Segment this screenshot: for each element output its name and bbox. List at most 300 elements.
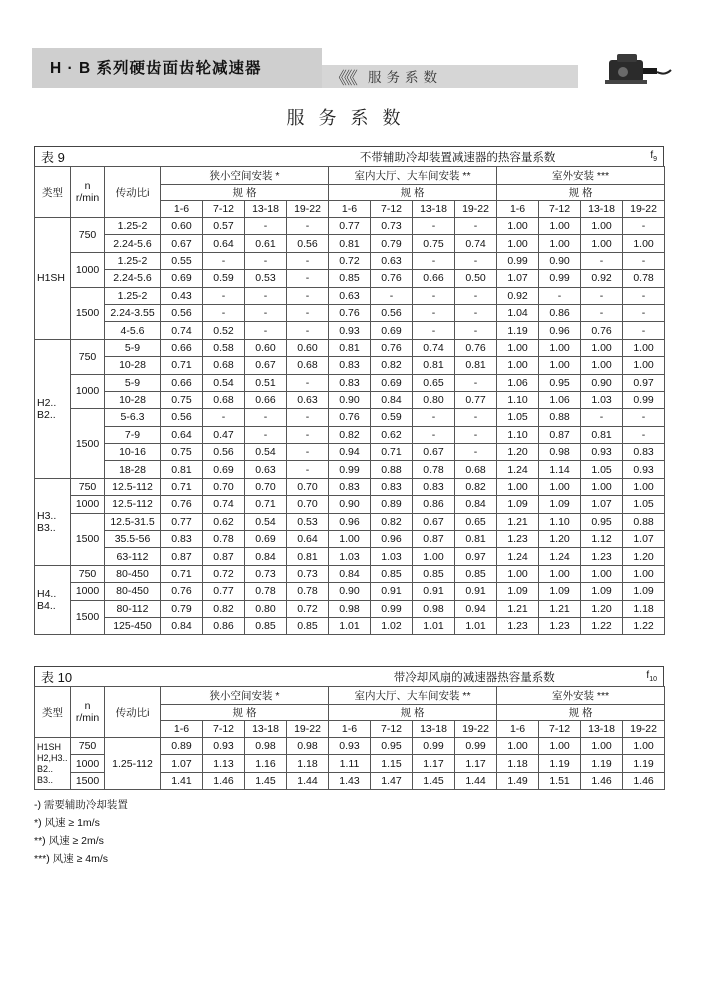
table-row [35, 270, 665, 287]
value-cell: - [539, 287, 581, 304]
value-cell: 1.19 [623, 755, 665, 772]
value-cell: 0.56 [287, 235, 329, 252]
value-cell: 1.16 [245, 755, 287, 772]
value-cell: 0.73 [287, 565, 329, 582]
table-row [35, 461, 665, 478]
value-cell: 1.43 [329, 772, 371, 789]
table-row [35, 600, 665, 617]
value-cell: 0.63 [371, 252, 413, 269]
value-cell: 1.05 [581, 461, 623, 478]
ratio-cell: 7-9 [105, 426, 161, 443]
value-cell: 1.00 [623, 235, 665, 252]
value-cell: 0.74 [203, 496, 245, 513]
value-cell: - [287, 426, 329, 443]
table-10-name: 表 10 [41, 670, 73, 685]
value-cell: 0.76 [371, 270, 413, 287]
value-cell: 0.61 [245, 235, 287, 252]
table-9-title: 不带辅助冷却装置减速器的热容量系数 [359, 151, 556, 164]
table-row [35, 391, 665, 408]
header-group: 室内大厅、大车间安装 ** [329, 687, 497, 705]
value-cell: - [623, 409, 665, 426]
value-cell: 0.65 [413, 374, 455, 391]
header-ratio: 传动比i [105, 167, 161, 218]
header-size: 19-22 [455, 721, 497, 738]
header-size: 13-18 [581, 721, 623, 738]
value-cell: 0.71 [371, 444, 413, 461]
value-cell: 0.76 [329, 304, 371, 321]
header-n: n [84, 180, 91, 192]
value-cell: 0.92 [581, 270, 623, 287]
value-cell: 1.00 [539, 235, 581, 252]
value-cell: 0.69 [161, 270, 203, 287]
value-cell: 1.49 [497, 772, 539, 789]
value-cell: 0.72 [203, 565, 245, 582]
value-cell: 0.86 [539, 304, 581, 321]
value-cell: - [623, 322, 665, 339]
value-cell: 1.06 [539, 391, 581, 408]
value-cell: 0.51 [245, 374, 287, 391]
value-cell: 0.99 [371, 600, 413, 617]
value-cell: 0.76 [371, 339, 413, 356]
header-size: 13-18 [581, 201, 623, 218]
value-cell: 0.78 [203, 531, 245, 548]
value-cell: - [455, 426, 497, 443]
value-cell: 0.63 [287, 391, 329, 408]
value-cell: - [245, 409, 287, 426]
value-cell: 1.00 [329, 531, 371, 548]
value-cell: - [413, 409, 455, 426]
value-cell: 0.62 [203, 513, 245, 530]
value-cell: 1.24 [497, 548, 539, 565]
table-row [35, 339, 665, 356]
value-cell: 1.12 [581, 531, 623, 548]
header-n-unit: r/min [75, 192, 100, 204]
value-cell: 1.05 [497, 409, 539, 426]
ratio-cell: 1.25-2 [105, 218, 161, 235]
value-cell: 1.46 [623, 772, 665, 789]
value-cell: 0.83 [329, 374, 371, 391]
value-cell: 1.19 [581, 755, 623, 772]
value-cell: 0.59 [371, 409, 413, 426]
value-cell: 0.96 [329, 513, 371, 530]
value-cell: - [413, 322, 455, 339]
value-cell: 0.90 [329, 391, 371, 408]
value-cell: - [413, 218, 455, 235]
value-cell: 0.81 [413, 357, 455, 374]
value-cell: 0.87 [539, 426, 581, 443]
value-cell: - [203, 252, 245, 269]
ratio-cell: 125-450 [105, 617, 161, 634]
header-spec: 规 格 [161, 705, 329, 721]
value-cell: 0.69 [245, 531, 287, 548]
type-cell: H1SH [35, 218, 71, 340]
footnote: -) 需要辅助冷却装置 [34, 799, 128, 811]
value-cell: 1.13 [203, 755, 245, 772]
value-cell: - [413, 304, 455, 321]
table-10-caption [34, 666, 664, 686]
value-cell: 0.56 [161, 304, 203, 321]
table-9-name: 表 9 [41, 150, 65, 165]
value-cell: 1.09 [539, 583, 581, 600]
header-group: 室外安装 *** [497, 687, 665, 705]
value-cell: 1.00 [581, 565, 623, 582]
value-cell: 0.70 [287, 478, 329, 495]
value-cell: 1.07 [497, 270, 539, 287]
speed-cell: 1000 [71, 496, 105, 513]
value-cell: 1.00 [623, 357, 665, 374]
ratio-cell: 1.25-2 [105, 252, 161, 269]
value-cell: 0.64 [287, 531, 329, 548]
value-cell: - [287, 461, 329, 478]
value-cell: - [287, 374, 329, 391]
value-cell: 0.66 [161, 339, 203, 356]
value-cell: 0.99 [623, 391, 665, 408]
value-cell: 0.56 [203, 444, 245, 461]
value-cell: 1.00 [539, 565, 581, 582]
footnotes [34, 796, 128, 868]
ratio-cell: 12.5-31.5 [105, 513, 161, 530]
value-cell: 1.04 [497, 304, 539, 321]
value-cell: - [581, 409, 623, 426]
value-cell: 0.56 [371, 304, 413, 321]
header-size: 1-6 [329, 201, 371, 218]
value-cell: - [623, 304, 665, 321]
ratio-cell: 10-28 [105, 357, 161, 374]
chevron-icon: 《《《 [330, 69, 355, 88]
value-cell: 1.00 [581, 357, 623, 374]
speed-cell: 750 [71, 218, 105, 253]
value-cell: 1.23 [497, 617, 539, 634]
header-group: 室外安装 *** [497, 167, 665, 185]
table-row [35, 478, 665, 495]
value-cell: 0.90 [329, 496, 371, 513]
value-cell: 1.23 [497, 531, 539, 548]
value-cell: 0.93 [581, 444, 623, 461]
value-cell: 0.89 [161, 738, 203, 755]
value-cell: 0.54 [245, 513, 287, 530]
value-cell: 1.51 [539, 772, 581, 789]
header-size: 19-22 [623, 201, 665, 218]
value-cell: 0.84 [371, 391, 413, 408]
value-cell: 0.92 [497, 287, 539, 304]
value-cell: 1.18 [623, 600, 665, 617]
value-cell: 0.64 [203, 235, 245, 252]
header-type: 类型 [35, 167, 71, 218]
value-cell: 0.68 [203, 391, 245, 408]
value-cell: 0.98 [329, 600, 371, 617]
ratio-cell: 80-450 [105, 583, 161, 600]
value-cell: 1.00 [497, 565, 539, 582]
value-cell: 0.93 [623, 461, 665, 478]
value-cell: 0.99 [539, 270, 581, 287]
header-band-right [322, 65, 578, 88]
header-group: 狭小空间安装 * [161, 167, 329, 185]
value-cell: 0.67 [413, 444, 455, 461]
header-n: n [84, 700, 91, 712]
value-cell: 0.78 [287, 583, 329, 600]
value-cell: 1.15 [371, 755, 413, 772]
value-cell: - [455, 287, 497, 304]
ratio-cell: 5-6.3 [105, 409, 161, 426]
type-cell: H4.. B4.. [35, 565, 71, 635]
section-label: 服务系数 [368, 70, 442, 85]
header-size: 1-6 [161, 201, 203, 218]
value-cell: 1.20 [623, 548, 665, 565]
value-cell: - [455, 444, 497, 461]
value-cell: 0.63 [245, 461, 287, 478]
value-cell: 1.21 [539, 600, 581, 617]
value-cell: 0.98 [245, 738, 287, 755]
value-cell: 0.69 [371, 322, 413, 339]
value-cell: 0.77 [329, 218, 371, 235]
value-cell: - [623, 426, 665, 443]
header-size: 19-22 [623, 721, 665, 738]
value-cell: - [455, 374, 497, 391]
value-cell: - [623, 287, 665, 304]
table-row [35, 218, 665, 235]
value-cell: 0.53 [287, 513, 329, 530]
value-cell: 0.68 [287, 357, 329, 374]
value-cell: 0.79 [371, 235, 413, 252]
value-cell: 0.93 [329, 322, 371, 339]
value-cell: 1.00 [497, 738, 539, 755]
value-cell: 0.73 [245, 565, 287, 582]
value-cell: 0.97 [455, 548, 497, 565]
value-cell: 1.44 [287, 772, 329, 789]
table-row [35, 496, 665, 513]
header-size: 13-18 [413, 721, 455, 738]
value-cell: 1.00 [539, 738, 581, 755]
value-cell: 0.85 [287, 617, 329, 634]
value-cell: 1.41 [161, 772, 203, 789]
value-cell: 0.81 [329, 235, 371, 252]
value-cell: 0.84 [245, 548, 287, 565]
value-cell: 0.67 [245, 357, 287, 374]
value-cell: - [287, 322, 329, 339]
value-cell: 1.09 [497, 583, 539, 600]
speed-cell: 750 [71, 565, 105, 582]
header-n-unit: r/min [75, 712, 100, 724]
value-cell: - [245, 218, 287, 235]
value-cell: - [245, 287, 287, 304]
header-spec: 规 格 [329, 185, 497, 201]
value-cell: 1.10 [497, 426, 539, 443]
value-cell: 0.71 [161, 357, 203, 374]
speed-cell: 1500 [71, 600, 105, 635]
value-cell: 1.00 [623, 565, 665, 582]
value-cell: 0.60 [161, 218, 203, 235]
header-spec: 规 格 [161, 185, 329, 201]
value-cell: 0.86 [413, 496, 455, 513]
header-size: 13-18 [413, 201, 455, 218]
value-cell: 1.46 [581, 772, 623, 789]
table-row [35, 738, 665, 755]
value-cell: 1.20 [497, 444, 539, 461]
value-cell: 0.99 [455, 738, 497, 755]
value-cell: 0.88 [539, 409, 581, 426]
ratio-cell: 1.25-2 [105, 287, 161, 304]
table-10 [34, 666, 664, 790]
value-cell: 0.96 [539, 322, 581, 339]
value-cell: 0.90 [581, 374, 623, 391]
value-cell: - [581, 287, 623, 304]
value-cell: 1.10 [497, 391, 539, 408]
value-cell: 1.01 [455, 617, 497, 634]
value-cell: 1.00 [539, 478, 581, 495]
value-cell: 1.22 [581, 617, 623, 634]
value-cell: 0.62 [371, 426, 413, 443]
speed-cell: 1000 [71, 374, 105, 409]
value-cell: 0.78 [245, 583, 287, 600]
value-cell: - [245, 426, 287, 443]
value-cell: 0.68 [203, 357, 245, 374]
value-cell: 1.02 [371, 617, 413, 634]
value-cell: 0.76 [161, 496, 203, 513]
value-cell: 0.94 [455, 600, 497, 617]
value-cell: 0.43 [161, 287, 203, 304]
value-cell: 0.95 [539, 374, 581, 391]
value-cell: 0.53 [245, 270, 287, 287]
header-ratio: 传动比i [105, 687, 161, 738]
table-row [35, 583, 665, 600]
footnote: **) 风速 ≥ 2m/s [34, 835, 104, 847]
value-cell: 0.57 [203, 218, 245, 235]
ratio-cell: 2.24-5.6 [105, 235, 161, 252]
value-cell: 1.44 [455, 772, 497, 789]
value-cell: 1.05 [623, 496, 665, 513]
header-size: 7-12 [371, 721, 413, 738]
value-cell: 0.79 [161, 600, 203, 617]
value-cell: 0.95 [371, 738, 413, 755]
value-cell: - [287, 287, 329, 304]
value-cell: 0.69 [203, 461, 245, 478]
header-size: 7-12 [539, 721, 581, 738]
value-cell: 0.80 [245, 600, 287, 617]
ratio-cell: 5-9 [105, 339, 161, 356]
value-cell: 0.84 [329, 565, 371, 582]
value-cell: 1.45 [245, 772, 287, 789]
value-cell: 0.93 [203, 738, 245, 755]
value-cell: 0.71 [161, 565, 203, 582]
value-cell: 1.17 [413, 755, 455, 772]
value-cell: - [287, 218, 329, 235]
value-cell: 0.81 [455, 357, 497, 374]
value-cell: - [245, 252, 287, 269]
value-cell: 0.59 [203, 270, 245, 287]
value-cell: 1.01 [329, 617, 371, 634]
table-9-factor: $f_9$ [650, 150, 657, 163]
value-cell: 1.45 [413, 772, 455, 789]
table-10-title: 带冷却风扇的减速器热容量系数 [393, 671, 555, 684]
value-cell: 0.72 [287, 600, 329, 617]
value-cell: 1.00 [497, 339, 539, 356]
value-cell: 0.85 [455, 565, 497, 582]
table-9 [34, 146, 664, 635]
table-row [35, 304, 665, 321]
value-cell: 0.81 [581, 426, 623, 443]
value-cell: 0.68 [455, 461, 497, 478]
value-cell: 0.77 [455, 391, 497, 408]
value-cell: 0.95 [581, 513, 623, 530]
value-cell: 0.69 [371, 374, 413, 391]
speed-cell: 750 [71, 339, 105, 374]
value-cell: - [287, 252, 329, 269]
value-cell: 0.52 [203, 322, 245, 339]
value-cell: 0.98 [539, 444, 581, 461]
value-cell: 0.70 [245, 478, 287, 495]
value-cell: - [623, 218, 665, 235]
gear-reducer-image [603, 50, 673, 88]
value-cell: - [245, 322, 287, 339]
ratio-cell: 80-112 [105, 600, 161, 617]
value-cell: 0.78 [623, 270, 665, 287]
value-cell: 0.76 [455, 339, 497, 356]
value-cell: 1.00 [539, 339, 581, 356]
value-cell: 0.66 [413, 270, 455, 287]
header-size: 7-12 [371, 201, 413, 218]
ratio-cell: 12.5-112 [105, 478, 161, 495]
value-cell: 0.93 [329, 738, 371, 755]
value-cell: 1.10 [539, 513, 581, 530]
value-cell: 0.87 [203, 548, 245, 565]
value-cell: 0.84 [455, 496, 497, 513]
value-cell: 0.75 [161, 391, 203, 408]
value-cell: 0.55 [161, 252, 203, 269]
speed-cell: 1000 [71, 755, 105, 772]
value-cell: 1.24 [539, 548, 581, 565]
header-size: 19-22 [455, 201, 497, 218]
value-cell: 0.82 [371, 357, 413, 374]
value-cell: - [413, 287, 455, 304]
value-cell: - [455, 409, 497, 426]
value-cell: - [413, 426, 455, 443]
value-cell: 1.19 [539, 755, 581, 772]
value-cell: 0.96 [371, 531, 413, 548]
ratio-cell: 10-16 [105, 444, 161, 461]
value-cell: 1.00 [539, 357, 581, 374]
value-cell: 1.07 [161, 755, 203, 772]
value-cell: - [581, 304, 623, 321]
header-size: 13-18 [245, 721, 287, 738]
value-cell: 0.84 [161, 617, 203, 634]
table-row [35, 409, 665, 426]
value-cell: 0.83 [329, 357, 371, 374]
value-cell: 0.70 [287, 496, 329, 513]
page-title: 服务系数 [286, 108, 415, 128]
value-cell: 1.23 [581, 548, 623, 565]
header-size: 1-6 [497, 201, 539, 218]
value-cell: 0.91 [371, 583, 413, 600]
value-cell: 1.03 [581, 391, 623, 408]
ratio-cell: 18-28 [105, 461, 161, 478]
header-spec: 规 格 [497, 705, 665, 721]
value-cell: 1.09 [497, 496, 539, 513]
value-cell: 1.20 [581, 600, 623, 617]
value-cell: 1.00 [581, 339, 623, 356]
value-cell: 0.74 [413, 339, 455, 356]
ratio-cell: 2.24-3.55 [105, 304, 161, 321]
value-cell: - [455, 252, 497, 269]
table-row [35, 565, 665, 582]
value-cell: 0.89 [371, 496, 413, 513]
value-cell: 0.83 [623, 444, 665, 461]
speed-cell: 1000 [71, 583, 105, 600]
speed-cell: 1500 [71, 772, 105, 789]
value-cell: - [287, 270, 329, 287]
footnote: ***) 风速 ≥ 4m/s [34, 853, 109, 865]
value-cell: 0.73 [371, 218, 413, 235]
speed-cell: 1500 [71, 513, 105, 565]
